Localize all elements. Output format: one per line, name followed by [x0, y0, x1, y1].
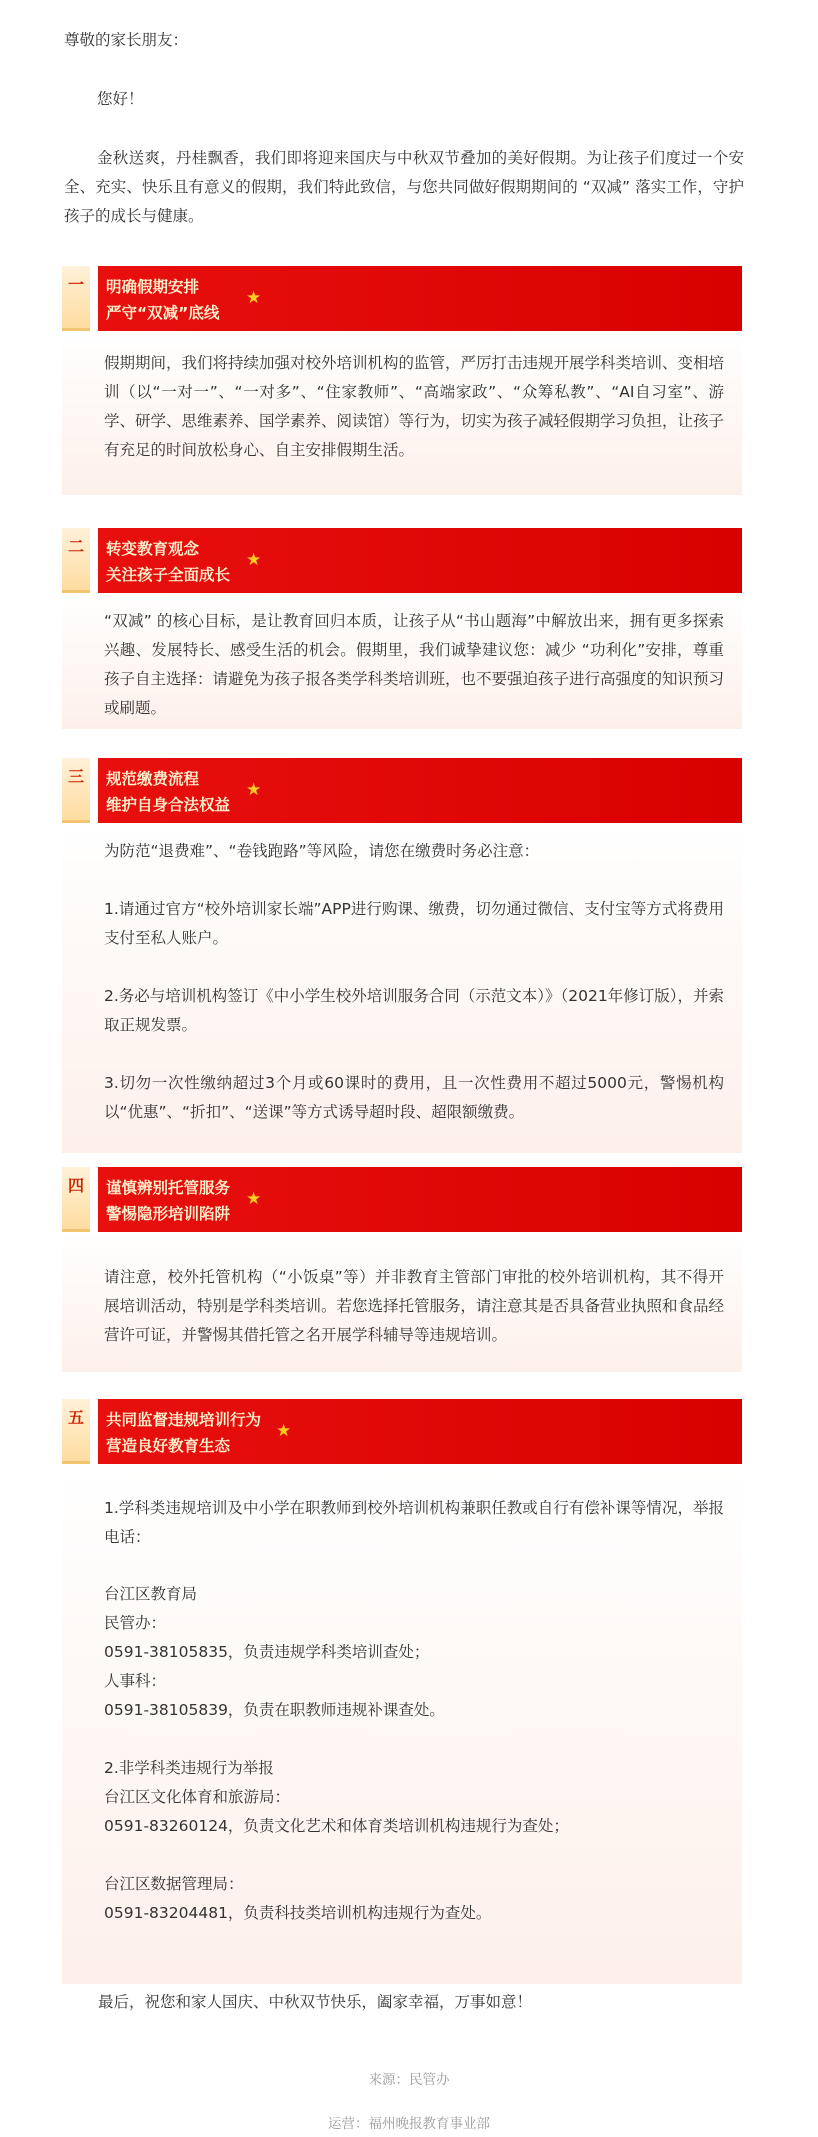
section-paragraph: 台江区数据管理局：: [104, 1875, 244, 1893]
closing-paragraph: 最后，祝您和家人国庆、中秋双节快乐，阖家幸福，万事如意！: [98, 1993, 533, 2011]
section-paragraph: 人事科：: [104, 1672, 167, 1690]
greeting: 尊敬的家长朋友：: [64, 31, 189, 49]
section-number: 四: [67, 1176, 84, 1195]
section-title-line1: 共同监督违规培训行为: [106, 1411, 262, 1429]
section-title-line2: 维护自身合法权益: [106, 796, 231, 814]
section-title-line1: 明确假期安排: [106, 278, 200, 296]
section-paragraph: 2.非学科类违规行为举报: [104, 1759, 274, 1777]
section-3-header: [62, 758, 742, 823]
section-2-header: [62, 528, 742, 593]
section-title-line1: 规范缴费流程: [106, 770, 200, 788]
section-paragraph: 2.务必与培训机构签订《中小学生校外培训服务合同（示范文本）》（2021年修订版），并索取正规发票。: [104, 987, 724, 1034]
section-5-header: [62, 1399, 742, 1464]
section-paragraph: 1.学科类违规培训及中小学在职教师到校外培训机构兼职任教或自行有偿补课等情况，举报电话：: [104, 1499, 724, 1546]
section-title-line2: 警惕隐形培训陷阱: [106, 1205, 231, 1223]
section-title-line2: 关注孩子全面成长: [106, 566, 231, 584]
section-1-body: [62, 331, 742, 495]
star-icon: ★: [246, 780, 262, 800]
section-5-body: [62, 1464, 742, 1984]
section-paragraph: 假期期间，我们将持续加强对校外培训机构的监管，严厉打击违规开展学科类培训、变相培训（以“一对一”、“一对多”、“住家教师”、“高端家政”、“众筹私教”、“AI自习室”、游学、研学、思维素养、国学素养、阅读馆）等行为，切实为孩子减轻假期学习负担，让孩子有充足的时间放松身心、自主安排假期生活。: [104, 354, 725, 459]
star-icon: ★: [246, 1189, 262, 1209]
section-title-line1: 谨慎辨别托管服务: [106, 1179, 231, 1197]
section-paragraph: “双减” 的核心目标，是让教育回归本质，让孩子从“书山题海”中解放出来，拥有更多探索兴趣、发展特长、感受生活的机会。假期里，我们诚挚建议您：减少 “功利化”安排，尊重孩子自主选择：请避免为孩子报各类学科类培训班，也不要强迫孩子进行高强度的知识预习或刷题。: [104, 612, 725, 717]
operator-line: 运营：福州晚报教育事业部: [328, 2116, 490, 2132]
section-title-line2: 严守“双减”底线: [106, 304, 220, 322]
section-title-line2: 营造良好教育生态: [106, 1437, 231, 1455]
section-paragraph: 为防范“退费难”、“卷钱跑路”等风险，请您在缴费时务必注意：: [104, 842, 540, 860]
section-paragraph: 0591-83260124，负责文化艺术和体育类培训机构违规行为查处；: [104, 1817, 569, 1835]
section-4-body: [62, 1232, 742, 1372]
star-icon: ★: [246, 550, 262, 570]
section-paragraph: 台江区教育局: [104, 1585, 198, 1603]
section-number: 五: [67, 1408, 84, 1427]
section-number: 一: [67, 275, 84, 294]
section-number: 二: [67, 537, 84, 556]
section-number: 三: [67, 767, 84, 786]
section-1-header: [62, 266, 742, 331]
section-paragraph: 0591-38105839，负责在职教师违规补课查处。: [104, 1701, 445, 1719]
section-paragraph: 0591-38105835，负责违规学科类培训查处；: [104, 1643, 430, 1661]
section-3-body: [62, 823, 742, 1153]
section-paragraph: 请注意，校外托管机构（“小饭桌”等）并非教育主管部门审批的校外培训机构，其不得开展培训活动，特别是学科类培训。若您选择托管服务，请注意其是否具备营业执照和食品经营许可证，并警惕其借托管之名开展学科辅导等违规培训。: [104, 1268, 725, 1344]
hello: 您好！: [97, 90, 144, 108]
section-paragraph: 0591-83204481，负责科技类培训机构违规行为查处。: [104, 1904, 492, 1922]
intro-paragraph: 金秋送爽，丹桂飘香，我们即将迎来国庆与中秋双节叠加的美好假期。为让孩子们度过一个安全、充实、快乐且有意义的假期，我们特此致信，与您共同做好假期期间的 “双减” 落实工作，守护孩子的成长与健康。: [64, 149, 744, 225]
section-4-header: [62, 1167, 742, 1232]
section-paragraph: 台江区文化体育和旅游局：: [104, 1788, 291, 1806]
source-line: 来源：民管办: [368, 2072, 450, 2088]
section-paragraph: 3.切勿一次性缴纳超过3个月或60课时的费用，且一次性费用不超过5000元，警惕机构以“优惠”、“折扣”、“送课”等方式诱导超时段、超限额缴费。: [104, 1074, 724, 1121]
star-icon: ★: [246, 288, 262, 308]
section-paragraph: 1.请通过官方“校外培训家长端”APP进行购课、缴费，切勿通过微信、支付宝等方式将费用支付至私人账户。: [104, 900, 724, 947]
star-icon: ★: [276, 1421, 292, 1441]
section-paragraph: 民管办：: [104, 1614, 167, 1632]
section-title-line1: 转变教育观念: [106, 540, 200, 558]
section-2-body: [62, 593, 742, 729]
